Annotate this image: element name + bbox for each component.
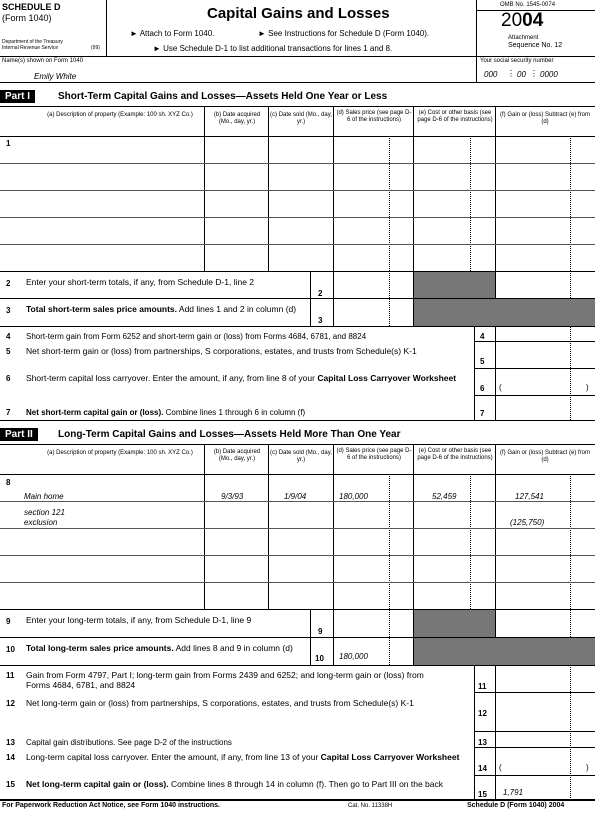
line6-box-number: 6 [480, 384, 485, 393]
line3-box-number: 3 [318, 316, 323, 325]
line6-number: 6 [6, 374, 11, 383]
line9-number: 9 [6, 617, 11, 626]
line10-text: Total long-term sales price amounts. Add lines 8 and 9 in column (d) [26, 643, 293, 653]
line2-number: 2 [6, 279, 11, 288]
row1-description[interactable]: Main home [24, 492, 64, 501]
line10-sales-price[interactable]: 180,000 [339, 652, 368, 661]
col-d-header-2: (d) Sales price (see page D-6 of the instructions) [336, 448, 412, 461]
col-c-header: (c) Date sold (Mo., day, yr.) [270, 112, 332, 125]
line14-number: 14 [6, 753, 15, 762]
taxpayer-name[interactable]: Emily White [34, 72, 77, 81]
tax-year: 2004 [501, 10, 544, 31]
schedule-d-form: SCHEDULE D (Form 1040) Department of the Treasury Internal Revenue Service (99) Capital Gains and Losses ► Attach to Form 1040. ► See Instructions for Schedule D (Form 1040). ► Use Schedule D-1 to list additional transactions for lines 1 and 8. OMB No. 1545-0074 2004 Attachment Sequence No. 12 Name(s) shown on Form 1040 Emily White Your social security number 000 ⋮ 00 ⋮ 0000 Part I Short-Term Capital Gains and Losses—Assets Held One Year or Less (a) Description of property (Example: 100 sh. XYZ Co.) (b) Date acquired (Mo., day, yr.) (c) Date sold (Mo., day, yr.) (d) Sales price (see page D-6 of the instructions) (e) Cost or other basis (see page D-6 of the instructions) (f) Gain or (loss) Subtract (e) from (d) 1 2 Enter your short-term totals, if any, from Schedule D-1, line 2 2 3 Total short-term sales price amounts. Add lines 1 and 2 in column (d) 3 4 Short-term gain from Form 6252 and short-term gain or (loss) from Forms 4684, 6781, and 8824 4 5 Net short-term gain or (loss) from partnerships, S corporations, estates, and trusts from Schedule(s) K-1 5 6 Short-term capital loss carryover. Enter the amount, if any, from line 8 of your Capital Loss Carryover Worksheet 6 ( ) 7 Net short-term capital gain or (loss). Combine lines 1 through 6 in column (f) 7 Part II Long-Term Capital Gains and Losses—Assets Held More Than One Year (a) Description of property (Example: 100 sh. XYZ Co.) (b) Date acquired (Mo., day, yr.) (c) Date sold (Mo., day, yr.) (d) Sales price (see page D-6 of the instructions) (e) Cost or other basis (see page D-6 of the instructions) (f) Gain or (loss) Subtract (e) from (d) 8 Main home 9/3/93 1/9/04 180,000 52,459 127,541 section 121 exclusion (125,750) 9 Enter your long-term totals, if any, from Schedule D-1, line 9 9 10 Total long-term sales price amounts. Add lines 8 and 9 in column (d) 10 180,000 11 Gain from Form 4797, Part I; long-term gain from Forms 2439 and 6252; and long-term gain or (loss) from Forms 4684, 6781, and 8824 11 12 Net long-term gain or (loss) from partnerships, S corporations, estates, and trusts from Schedule(s) K-1 12 13 Capital gain distributions. See page D-2 of the instructions 13 14 Long-term capital loss carryover. Enter the amount, if any, from line 13 of your Capital Loss Carryover Worksheet 14 ( ) 15 Net long-term capital gain or (loss). Combine lines 8 through 14 in column (f). Then go to Part III on the back 15 1,791 For Paperwork Reduction Act Notice, see Form 1040 instructions. Cat. No. 11338H Schedule D (Form 1040) 2004 [0, 0, 595, 814]
part2-title: Long-Term Capital Gains and Losses—Assets Held More Than One Year [58, 429, 401, 440]
line6-open-paren: ( [499, 383, 502, 392]
line10-number: 10 [6, 645, 15, 654]
attachment-label: Attachment [508, 35, 539, 41]
dept-line2: Internal Revenue Service [2, 45, 59, 51]
col-a-header-2: (a) Description of property (Example: 100 sh. XYZ Co.) [47, 450, 193, 456]
cat-number: Cat. No. 11338H [348, 803, 393, 809]
line13-text: Capital gain distributions. See page D-2 of the instructions [26, 738, 232, 747]
line4-text: Short-term gain from Form 6252 and short-term gain or (loss) from Forms 4684, 6781, and 8824 [26, 332, 367, 341]
line7-number: 7 [6, 408, 11, 417]
ssn-part1[interactable]: 000 [484, 70, 498, 79]
line12-number: 12 [6, 699, 15, 708]
line14-box-number: 14 [478, 764, 487, 773]
line15-number: 15 [6, 780, 15, 789]
line5-number: 5 [6, 347, 11, 356]
footer-form-id: Schedule D (Form 1040) 2004 [467, 802, 565, 809]
col-b-header-2: (b) Date acquired (Mo., day, yr.) [213, 449, 261, 462]
form-title: Capital Gains and Losses [207, 5, 390, 22]
line9-box-number: 9 [318, 627, 323, 636]
part2-tag: Part II [0, 428, 38, 441]
line12-box-number: 12 [478, 709, 487, 718]
line4-number: 4 [6, 332, 11, 341]
line13-number: 13 [6, 738, 15, 747]
ssn-part2[interactable]: 00 [517, 70, 526, 79]
col-f-header-2: (f) Gain or (loss) Subtract (e) from (d) [499, 450, 591, 463]
line11-number: 11 [6, 671, 15, 680]
ssn-label: Your social security number [480, 58, 554, 64]
row1-sales-price[interactable]: 180,000 [339, 492, 368, 501]
ssn-part3[interactable]: 0000 [540, 70, 558, 79]
line14-text: Long-term capital loss carryover. Enter the amount, if any, from line 13 of your Capital Loss Carryover Worksheet [26, 752, 460, 762]
schedule-label: SCHEDULE D [2, 2, 61, 12]
line2-box-number: 2 [318, 289, 323, 298]
row1-date-acquired[interactable]: 9/3/93 [221, 492, 244, 501]
row1-gain[interactable]: 127,541 [515, 492, 544, 501]
form-code: (99) [91, 45, 100, 51]
line2-text: Enter your short-term totals, if any, from Schedule D-1, line 2 [26, 277, 255, 287]
part1-title: Short-Term Capital Gains and Losses—Assets Held One Year or Less [58, 91, 388, 102]
line10-box-number: 10 [315, 654, 324, 663]
line11-box-number: 11 [478, 682, 487, 691]
line6-text: Short-term capital loss carryover. Enter the amount, if any, from line 8 of your Capital Loss Carryover Worksheet [26, 373, 457, 383]
col-a-header: (a) Description of property (Example: 100 sh. XYZ Co.) [47, 112, 193, 118]
col-e-header: (e) Cost or other basis (see page D-6 of the instructions) [417, 110, 493, 123]
part1-tag: Part I [0, 90, 35, 103]
line15-gain[interactable]: 1,791 [503, 788, 524, 797]
line3-number: 3 [6, 306, 11, 315]
see-instruction: ► See Instructions for Schedule D (Form 1040). [258, 29, 430, 38]
line13-box-number: 13 [478, 738, 487, 747]
sequence-number: Sequence No. 12 [508, 42, 563, 49]
row2-description-1[interactable]: section 121 [24, 508, 65, 517]
dept-line1: Department of the Treasury [2, 39, 63, 45]
col-d-header: (d) Sales price (see page D-6 of the instructions) [336, 110, 412, 123]
line5-text: Net short-term gain or (loss) from partnerships, S corporations, estates, and trusts from Schedule(s) K-1 [26, 346, 417, 356]
form-ref: (Form 1040) [2, 13, 52, 23]
line7-text: Net short-term capital gain or (loss). Combine lines 1 through 6 in column (f) [26, 408, 306, 417]
line8-number: 8 [6, 478, 11, 487]
line14-open-paren: ( [499, 763, 502, 772]
line4-box-number: 4 [480, 332, 485, 341]
col-e-header-2: (e) Cost or other basis (see page D-6 of the instructions) [417, 448, 493, 461]
line11-text: Gain from Form 4797, Part I; long-term gain from Forms 2439 and 6252; and long-term gain or (loss) from Forms 4684, 6781, and 8824 [26, 670, 424, 690]
line12-text: Net long-term gain or (loss) from partnerships, S corporations, estates, and trusts from Schedule(s) K-1 [26, 698, 414, 708]
col-c-header-2: (c) Date sold (Mo., day, yr.) [270, 450, 332, 463]
use-d1-instruction: ► Use Schedule D-1 to list additional transactions for lines 1 and 8. [153, 44, 393, 53]
line7-box-number: 7 [480, 409, 485, 418]
omb-number: OMB No. 1545-0074 [500, 2, 556, 8]
line14-close-paren: ) [586, 763, 589, 772]
line15-text: Net long-term capital gain or (loss). Combine lines 8 through 14 in column (f). Then go to Part III on the back [26, 779, 444, 789]
row1-date-sold[interactable]: 1/9/04 [284, 492, 307, 501]
line5-box-number: 5 [480, 357, 485, 366]
name-label: Name(s) shown on Form 1040 [2, 58, 84, 64]
line9-text: Enter your long-term totals, if any, from Schedule D-1, line 9 [26, 615, 252, 625]
line1-number: 1 [6, 139, 11, 148]
line3-text: Total short-term sales price amounts. Add lines 1 and 2 in column (d) [26, 304, 297, 314]
row2-gain[interactable]: (125,750) [510, 518, 545, 527]
row1-cost-basis[interactable]: 52,459 [432, 492, 457, 501]
col-f-header: (f) Gain or (loss) Subtract (e) from (d) [499, 112, 591, 125]
line6-close-paren: ) [586, 383, 589, 392]
attach-instruction: ► Attach to Form 1040. [130, 29, 215, 38]
row2-description-2[interactable]: exclusion [24, 518, 58, 527]
col-b-header: (b) Date acquired (Mo., day, yr.) [213, 112, 261, 125]
pra-notice: For Paperwork Reduction Act Notice, see Form 1040 instructions. [2, 802, 220, 809]
line15-box-number: 15 [478, 790, 487, 799]
